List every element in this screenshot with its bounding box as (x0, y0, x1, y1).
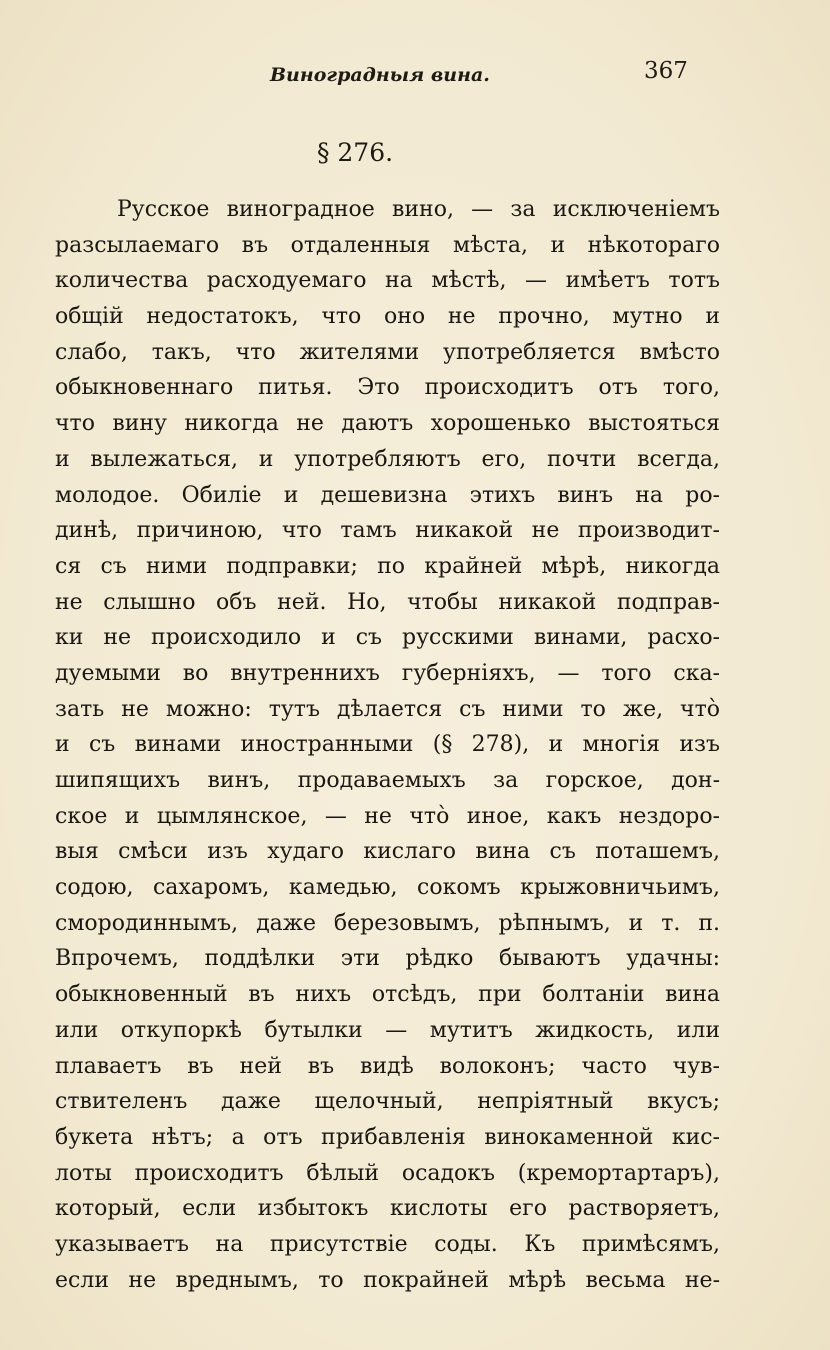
text-line: количества расходуемаго на мѣстѣ, — имѣетъ тотъ (55, 268, 720, 294)
text-line: ское и цымлянское, — не что̀ иное, какъ нездоро- (55, 803, 720, 829)
text-line: выя смѣси изъ худаго кислаго вина съ поташемъ, (55, 839, 720, 865)
text-line: и съ винами иностранными (§ 278), и многiя изъ (55, 732, 720, 758)
text-line: обыкновенный въ нихъ отсѣдъ, при болтанiи вина (55, 982, 720, 1008)
text-line: динѣ, причиною, что тамъ никакой не производит- (55, 518, 720, 544)
text-line: обыкновеннаго питья. Это происходитъ отъ того, (55, 375, 720, 401)
text-line: который, если избытокъ кислоты его растворяетъ, (55, 1196, 720, 1222)
text-line: Русское виноградное вино, — за исключенiемъ (117, 197, 720, 222)
section-heading: § 276. (316, 138, 394, 167)
text-line: общiй недостатокъ, что оно не прочно, мутно и (55, 304, 720, 330)
text-line: плаваетъ въ ней въ видѣ волоконъ; часто чув- (55, 1053, 720, 1079)
text-line: и вылежаться, и употребляютъ его, почти всегда, (55, 446, 720, 472)
text-line: что вину никогда не даютъ хорошенько выстояться (55, 411, 720, 437)
text-line: шипящихъ винъ, продаваемыхъ за горское, дон- (55, 768, 720, 793)
text-line: не слышно объ ней. Но, чтобы никакой подправ- (55, 589, 720, 615)
text-line: или откупоркѣ бутылки — мутитъ жидкость, или (55, 1017, 720, 1043)
text-line: букета нѣтъ; а отъ прибавленiя винокаменной кис- (55, 1124, 720, 1150)
running-head: Виноградныя вина. (270, 64, 490, 86)
text-line: Впрочемъ, поддѣлки эти рѣдко бываютъ удачны: (55, 946, 720, 972)
text-line: слабо, такъ, что жителями употребляется вмѣсто (55, 339, 720, 365)
text-line: если не вреднымъ, то покрайней мѣрѣ весьма не- (55, 1267, 720, 1293)
text-line: зать не можно: тутъ дѣлается съ ними то же, что̀ (55, 696, 720, 722)
page-number: 367 (644, 58, 688, 84)
text-line: ки не происходило и съ русскими винами, расхо- (55, 625, 720, 651)
text-line: разсылаемаго въ отдаленныя мѣста, и нѣкотораго (55, 232, 720, 258)
text-line: ствителенъ даже щелочный, непрiятный вкусъ; (55, 1089, 720, 1115)
text-line: смородиннымъ, даже березовымъ, рѣпнымъ, и т. п. (55, 910, 720, 936)
text-line: лоты происходитъ бѣлый осадокъ (кремортартаръ), (55, 1160, 720, 1186)
text-line: молодое. Обилiе и дешевизна этихъ винъ на ро- (55, 482, 720, 508)
body-text (55, 192, 720, 1298)
text-line: ся съ ними подправки; по крайней мѣрѣ, никогда (55, 553, 720, 579)
text-line: указываетъ на присутствiе соды. Къ примѣсямъ, (55, 1231, 720, 1257)
text-line: содою, сахаромъ, камедью, сокомъ крыжовничьимъ, (55, 875, 720, 901)
text-line: дуемыми во внутреннихъ губернiяхъ, — того ска- (55, 660, 720, 686)
page-header (0, 58, 830, 98)
